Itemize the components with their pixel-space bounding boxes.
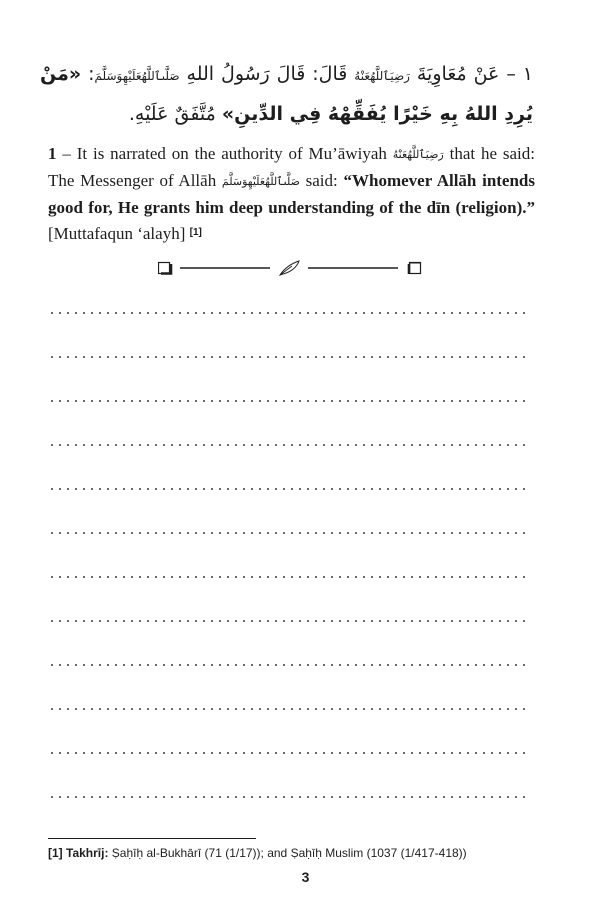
arabic-source: مُتَّفَقٌ عَلَيْهِ. xyxy=(128,103,216,125)
dotted-writing-line xyxy=(48,664,528,666)
right-corner-icon xyxy=(409,263,421,275)
quill-pen-icon xyxy=(280,261,299,275)
footnote-text: Ṣaḥīḥ al-Bukhārī (71 (1/17)); and Ṣaḥīḥ Muslim (1037 (1/417-418)) xyxy=(108,846,467,860)
left-corner-icon xyxy=(159,263,172,274)
dotted-writing-line xyxy=(48,752,528,754)
dotted-writing-line xyxy=(48,400,528,402)
dotted-writing-line xyxy=(48,620,528,622)
arabic-lead: ١ – عَنْ مُعَاوِيَةَ xyxy=(416,63,533,85)
dotted-writing-line xyxy=(48,444,528,446)
dotted-writing-line xyxy=(48,576,528,578)
dotted-writing-line xyxy=(48,796,528,798)
english-quote: “Whomever Allāh intends good for, He grants him deep understanding of the dīn (religion).” xyxy=(48,171,536,217)
arabic-honorific-salla: صَلَّىٱللَّهُعَلَيْهِوَسَلَّمَ xyxy=(94,69,180,83)
arabic-quote: «مَنْ يُرِدِ اللهُ بِهِ خَيْرًا يُفَقِّهْهُ فِي الدِّينِ» xyxy=(40,63,533,125)
english-intro-3: said: xyxy=(299,171,344,190)
arabic-narration: قَالَ: قَالَ رَسُولُ اللهِ xyxy=(186,63,348,85)
english-intro: – It is narrated on the authority of Mu’āwiyah xyxy=(56,144,393,163)
dotted-writing-line xyxy=(48,708,528,710)
footnote-separator xyxy=(48,838,256,839)
page-number: 3 xyxy=(301,869,310,885)
english-intro-2: that he said: The Messenger of Allāh xyxy=(48,144,535,190)
footnote-marker: [1] xyxy=(48,846,63,860)
footnote-label: Takhrīj: xyxy=(66,846,109,860)
dotted-writing-line xyxy=(48,312,528,314)
dotted-writing-line xyxy=(48,356,528,358)
writing-lines xyxy=(48,312,528,840)
arabic-honorific-radiyallahu: رَضِيَٱللَّهُعَنْهُ xyxy=(354,69,410,83)
english-honorific-salla: صَلَّىٱللَّهُعَلَيْهِوَسَلَّمَ xyxy=(221,176,300,188)
arabic-hadith-text xyxy=(40,55,533,133)
english-translation xyxy=(48,141,535,246)
section-divider xyxy=(158,258,428,278)
english-source: [Muttafaqun ‘alayh] xyxy=(48,224,190,243)
footnote-reference[interactable]: [1] xyxy=(189,227,202,238)
dotted-writing-line xyxy=(48,488,528,490)
footnote xyxy=(48,846,568,860)
arabic-colon: : xyxy=(88,63,95,85)
english-honorific-radiyallahu: رَضِيَٱللَّهُعَنْهُ xyxy=(392,149,444,161)
hadith-number: 1 xyxy=(48,144,57,163)
dotted-writing-line xyxy=(48,532,528,534)
